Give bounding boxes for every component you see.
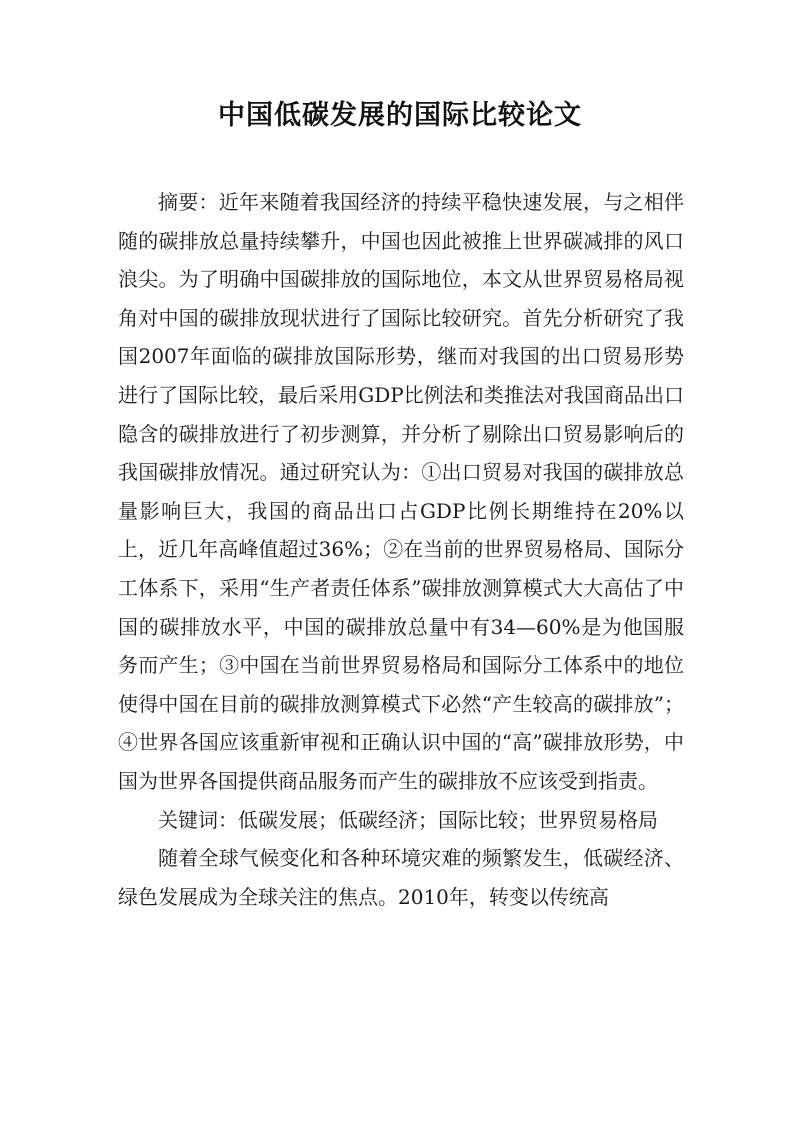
document-title: 中国低碳发展的国际比较论文 [218,100,582,131]
abstract-paragraph: 摘要：近年来随着我国经济的持续平稳快速发展，与之相伴随的碳排放总量持续攀升，中国也因此被推上世界碳减排的风口浪尖。为了明确中国碳排放的国际地位，本文从世界贸易格局视角对中国的碳排放现状进行了国际比较研究。首先分析研究了我国2007年面临的碳排放国际形势，继而对我国的出口贸易形势进行了国际比较，最后采用GDP比例法和类推法对我国商品出口隐含的碳排放进行了初步测算，并分析了剔除出口贸易影响后的我国碳排放情况。通过研究认为：①出口贸易对我国的碳排放总量影响巨大，我国的商品出口占GDP比例长期维持在20%以上，近几年高峰值超过36%；②在当前的世界贸易格局、国际分工体系下，采用“生产者责任体系”碳排放测算模式大大高估了中国的碳排放水平，中国的碳排放总量中有34—60%是为他国服务而产生；③中国在当前世界贸易格局和国际分工体系中的地位使得中国在目前的碳排放测算模式下必然“产生较高的碳排放”；④世界各国应该重新审视和正确认识中国的“高”碳排放形势，中国为世界各国提供商品服务而产生的碳排放不应该受到指责。 [118,190,684,793]
document-body [118,183,684,916]
intro-paragraph: 随着全球气候变化和各种环境灾难的频繁发生，低碳经济、绿色发展成为全球关注的焦点。2010年，转变以传统高 [118,846,684,909]
keywords-paragraph: 关键词：低碳发展；低碳经济；国际比较；世界贸易格局 [158,807,658,832]
